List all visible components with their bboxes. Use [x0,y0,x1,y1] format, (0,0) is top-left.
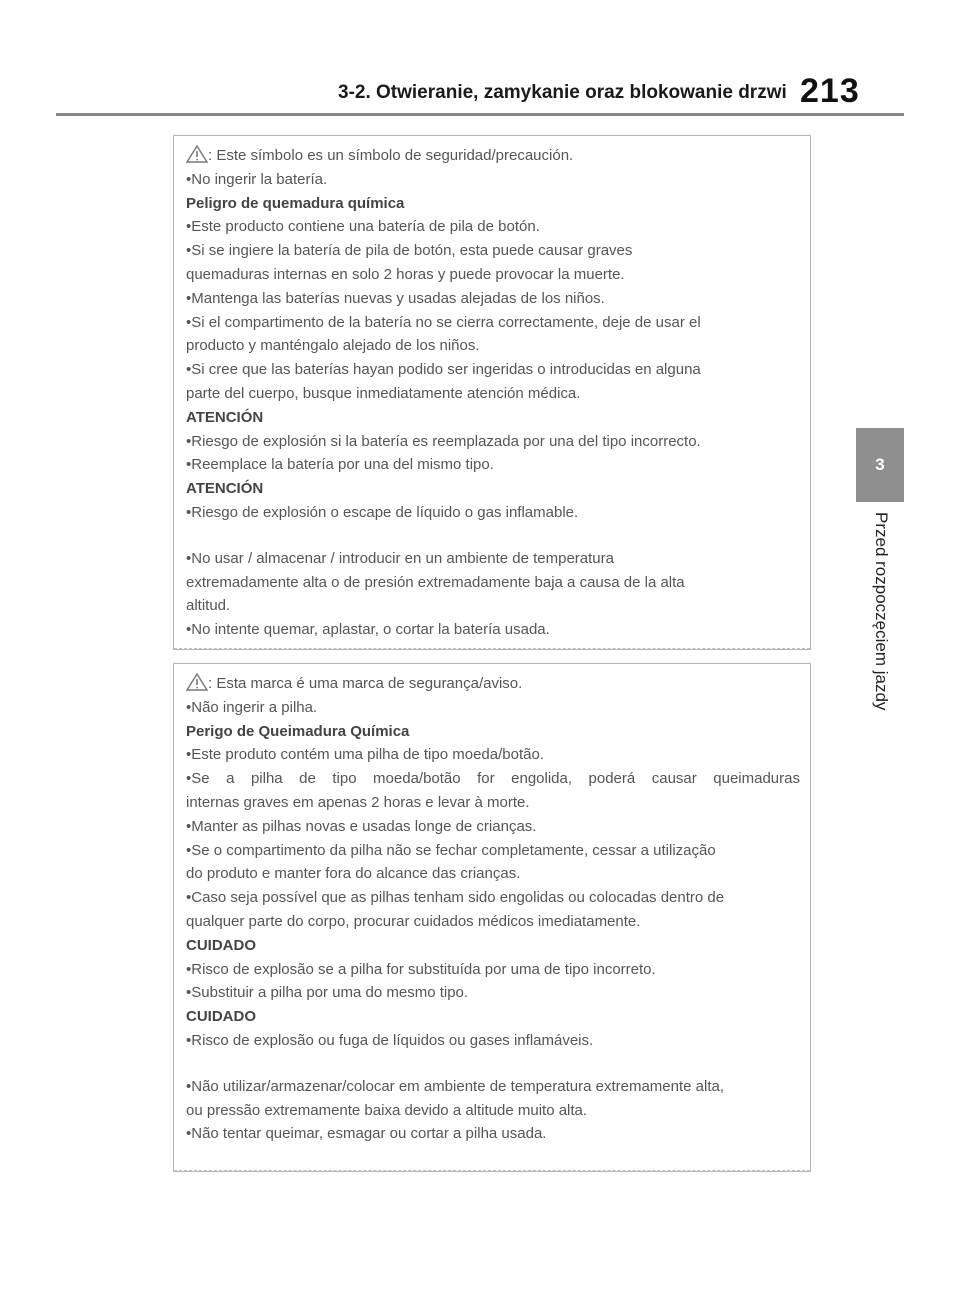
warning-line: •Manter as pilhas novas e usadas longe de crianças. [186,817,537,835]
blank-line [186,525,800,547]
warning-line: •Mantenga las baterías nuevas y usadas alejadas de los niños. [186,289,605,307]
warning-line: •Este produto contém uma pilha de tipo moeda/botão. [186,746,544,764]
warning-line: parte del cuerpo, busque inmediatamente atención médica. [186,384,581,402]
warning-line: •Si el compartimento de la batería no se cierra correctamente, deje de usar el [186,313,701,331]
warning-heading: CUIDADO [186,1008,256,1026]
warning-heading: ATENCIÓN [186,408,264,426]
warning-line: •Risco de explosão ou fuga de líquidos ou gases inflamáveis. [186,1031,594,1049]
warning-line: •Caso seja possível que as pilhas tenham sido engolidas ou colocadas dentro de [186,889,725,907]
blank-line [186,1053,800,1075]
warning-triangle-icon [186,145,208,163]
symbol-caption: : Esta marca é uma marca de segurança/aviso. [208,675,523,692]
warning-line [186,144,800,168]
warning-heading: Perigo de Queimadura Química [186,722,410,740]
warning-line: do produto e manter fora do alcance das crianças. [186,865,521,883]
warning-line: •Não ingerir a pilha. [186,698,318,716]
warning-line: •Se o compartimento da pilha não se fechar completamente, cessar a utilização [186,841,716,859]
warning-line: •Si se ingiere la batería de pila de botón, esta puede causar graves [186,242,633,260]
warning-heading: ATENCIÓN [186,480,264,498]
symbol-caption: : Este símbolo es un símbolo de seguridad/precaución. [208,147,574,164]
warning-line: producto y manténgalo alejado de los niños. [186,337,480,355]
header-divider [56,113,904,116]
warning-line: •Se a pilha de tipo moeda/botão for engolida, poderá causar queimaduras [186,770,800,788]
warning-line: •Si cree que las baterías hayan podido ser ingeridas o introducidas en alguna [186,361,701,379]
warning-line: •No ingerir la batería. [186,170,328,188]
warning-line: •Não utilizar/armazenar/colocar em ambiente de temperatura extremamente alta, [186,1077,725,1095]
warning-line: •No intente quemar, aplastar, o cortar la batería usada. [186,621,550,639]
warning-line: ou pressão extremamente baixa devido a altitude muito alta. [186,1101,588,1119]
warning-line: •No usar / almacenar / introducir en un ambiente de temperatura [186,549,614,567]
chapter-label: Przed rozpoczęciem jazdy [872,512,891,711]
warning-line: •Substituir a pilha por uma do mesmo tipo. [186,984,469,1002]
warning-triangle-icon [186,673,208,691]
chapter-tab: 3 [856,428,904,502]
warning-heading: Peligro de quemadura química [186,194,405,212]
warning-line: •Este producto contiene una batería de pila de botón. [186,218,540,236]
page-number: 213 [800,72,860,110]
warning-line: extremadamente alta o de presión extremadamente baja a causa de la alta [186,573,685,591]
portuguese-warning-box [173,663,811,1172]
spanish-warning-box [173,135,811,650]
warning-line: altitud. [186,597,231,615]
warning-heading: CUIDADO [186,936,256,954]
warning-line: •Risco de explosão se a pilha for substituída por uma de tipo incorreto. [186,960,656,978]
warning-line: •Reemplace la batería por una del mismo tipo. [186,456,494,474]
warning-line: quemaduras internas en solo 2 horas y puede provocar la muerte. [186,265,625,283]
section-title: 3-2. Otwieranie, zamykanie oraz blokowanie drzwi [338,82,787,103]
warning-line: •Não tentar queimar, esmagar ou cortar a pilha usada. [186,1125,547,1143]
warning-line [186,672,800,696]
warning-line: internas graves em apenas 2 horas e levar à morte. [186,793,530,811]
warning-line: qualquer parte do corpo, procurar cuidados médicos imediatamente. [186,912,641,930]
warning-line: •Riesgo de explosión o escape de líquido o gas inflamable. [186,503,579,521]
warning-line: •Riesgo de explosión si la batería es reemplazada por una del tipo incorrecto. [186,432,701,450]
page-header [0,0,960,120]
